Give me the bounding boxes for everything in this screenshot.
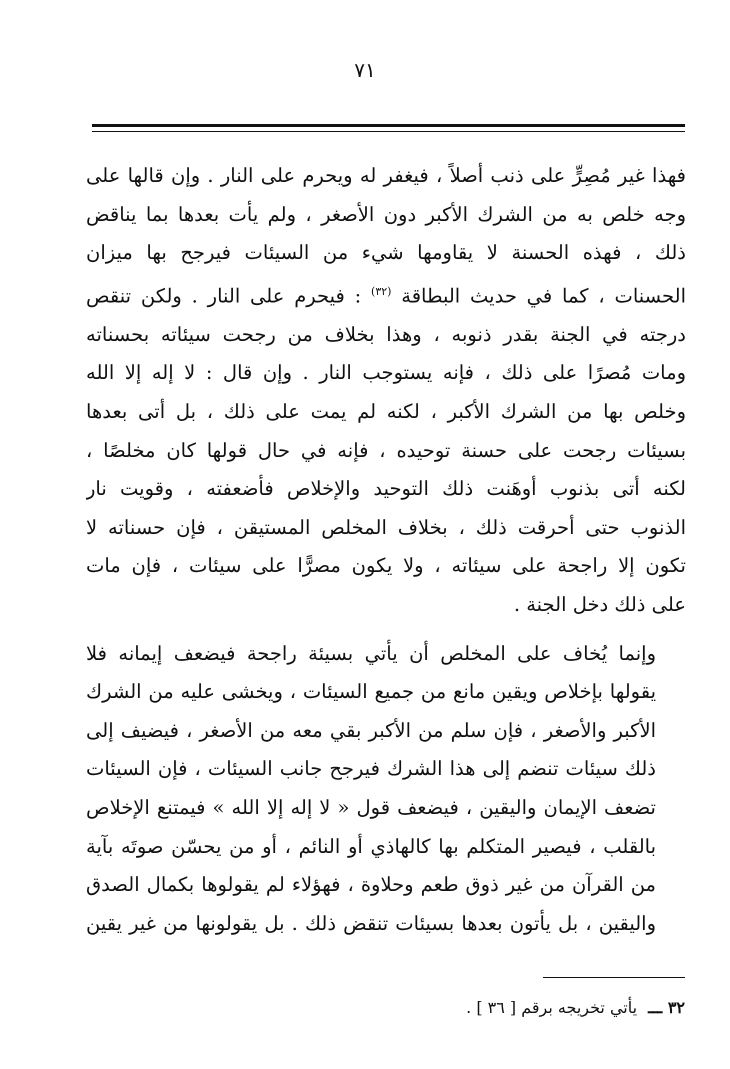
body-text: [86, 157, 686, 943]
paragraph-1: [86, 157, 686, 625]
text-line: وخلص بها من الشرك الأكبر ، لكنه لم يمت على ذلك ، بل أتى بعدها: [86, 400, 686, 424]
paragraph-2: [86, 635, 686, 944]
footnote-reference: (٣٢): [371, 284, 392, 298]
text-line: ذلك ، فهذه الحسنة لا يقاومها شيء من السيئات فيرجح بها ميزان: [86, 241, 686, 265]
text-line: الأكبر والأصغر ، فإن سلم من الأكبر بقي معه من الأصغر ، فيضيف إلى: [86, 718, 656, 742]
text-line: وجه خلص به من الشرك الأكبر دون الأصغر ، ولم يأت بعدها بما يناقض: [86, 202, 686, 226]
text-line: تضعف الإيمان واليقين ، فيضعف قول « لا إله إلا الله » فيمتنع الإخلاص: [86, 796, 656, 819]
text-line: على ذلك دخل الجنة .: [513, 593, 686, 617]
page-number: ٧١: [354, 58, 376, 82]
text-line: فهذا غير مُصِرٍّ على ذنب أصلاً ، فيغفر له ويحرم على النار . وإن قالها على: [86, 164, 686, 187]
text-segment: : فيحرم على النار . ولكن تنقص: [86, 284, 362, 308]
text-line: بسيئات رجحت على حسنة توحيده ، فإنه في حال قولها كان مخلصًا ،: [86, 438, 686, 462]
footnote-text: يأتي تخريجه برقم [ ٣٦ ] .: [466, 998, 638, 1017]
text-line: يقولها بإخلاص ويقين مانع من جميع السيئات ، ويخشى عليه من الشرك: [86, 680, 656, 704]
text-line-with-footnote: [86, 273, 686, 316]
text-line: الذنوب حتى أحرقت ذلك ، بخلاف المخلص المستيقن ، فإن حسناته لا: [86, 515, 686, 539]
footnote: [125, 998, 685, 1017]
text-line: من القرآن من غير ذوق طعم وحلاوة ، فهؤلاء لم يقولوها بكمال الصدق: [86, 873, 656, 897]
text-line: بالقلب ، فيصير المتكلم بها كالهاذي أو النائم ، أو من يحسّن صوتَه بآية: [86, 834, 656, 858]
footnote-rule: [543, 977, 685, 978]
footnote-number: ٣٢ ـــ: [648, 998, 685, 1017]
header-rule-thin: [92, 131, 685, 132]
text-segment: الحسنات ، كما في حديث البطاقة: [401, 284, 686, 308]
text-line: درجته في الجنة بقدر ذنوبه ، وهذا بخلاف من رجحت سيئاته بحسناته: [86, 322, 686, 346]
text-line: تكون إلا راجحة على سيئاته ، ولا يكون مصرًّا على سيئات ، فإن مات: [86, 554, 686, 578]
text-line: لكنه أتى بذنوب أوهَنت ذلك التوحيد والإخلاص فأضعفته ، وقويت نار: [86, 477, 686, 501]
header-rule-thick: [92, 124, 685, 127]
text-line: واليقين ، بل يأتون بعدها بسيئات تنقض ذلك . بل يقولونها من غير يقين: [86, 911, 656, 935]
text-line: وإنما يُخاف على المخلص أن يأتي بسيئة راجحة فيضعف إيمانه فلا: [86, 641, 656, 665]
text-line: ذلك سيئات تنضم إلى هذا الشرك فيرجح جانب السيئات ، فإن السيئات: [86, 757, 656, 781]
text-line: ومات مُصرًا على ذلك ، فإنه يستوجب النار . وإن قال : لا إله إلا الله: [86, 361, 686, 385]
